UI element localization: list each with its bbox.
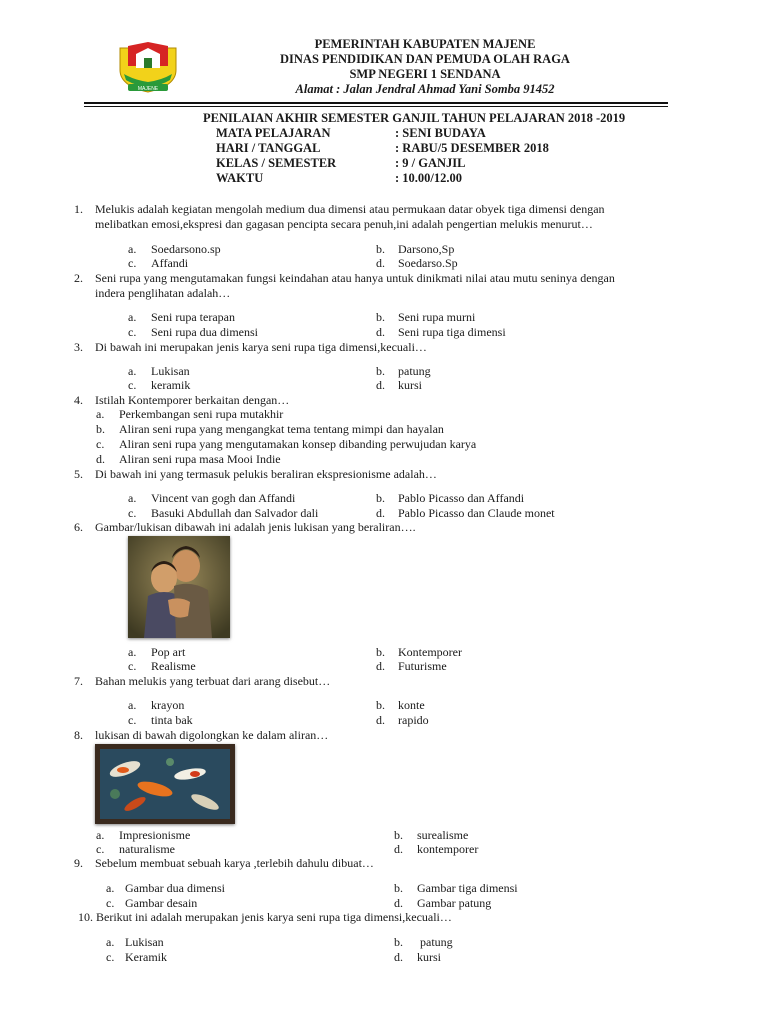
option-text: Darsono,Sp xyxy=(398,242,455,256)
option-letter: a. xyxy=(106,881,115,895)
option-letter: d. xyxy=(394,896,403,910)
option-letter: a. xyxy=(106,935,115,949)
exam-info-value: : SENI BUDAYA xyxy=(395,126,486,140)
question-text: Melukis adalah kegiatan mengolah medium dua dimensi atau permukaan datar obyek tiga dimensi dengan xyxy=(95,202,605,216)
option-letter: a. xyxy=(128,242,137,256)
option-text: Soedarsono.sp xyxy=(151,242,221,256)
option-letter: b. xyxy=(394,935,403,949)
option-text: Vincent van gogh dan Affandi xyxy=(151,491,296,505)
option-text: Seni rupa dua dimensi xyxy=(151,325,258,339)
option-text: kontemporer xyxy=(417,842,479,856)
header-line-3: SMP NEGERI 1 SENDANA xyxy=(349,67,501,81)
svg-text:MAJENE: MAJENE xyxy=(137,86,159,92)
option-letter: d. xyxy=(394,950,403,964)
option-text: Soedarso.Sp xyxy=(398,256,458,270)
option-letter: b. xyxy=(376,491,385,505)
exam-title: PENILAIAN AKHIR SEMESTER GANJIL TAHUN PELAJARAN 2018 -2019 xyxy=(203,111,626,125)
option-text: Impresionisme xyxy=(119,828,191,842)
exam-info-label: KELAS / SEMESTER xyxy=(216,156,337,170)
option-text: Aliran seni rupa yang mengutamakan konsep dibanding perwujudan karya xyxy=(119,437,477,451)
option-text: Pop art xyxy=(151,645,186,659)
option-letter: b. xyxy=(96,422,105,436)
option-text: Futurisme xyxy=(398,659,447,673)
option-letter: a. xyxy=(128,310,137,324)
option-letter: a. xyxy=(128,364,137,378)
exam-info-value: : 9 / GANJIL xyxy=(395,156,466,170)
question-number: 3. xyxy=(74,340,83,354)
option-letter: b. xyxy=(376,242,385,256)
option-text: keramik xyxy=(151,378,191,392)
question-text: Gambar/lukisan dibawah ini adalah jenis lukisan yang beraliran…. xyxy=(95,520,416,534)
exam-info-value: : 10.00/12.00 xyxy=(395,171,463,185)
option-text: Realisme xyxy=(151,659,196,673)
painting-koi-fish-image xyxy=(95,744,235,824)
option-text: kursi xyxy=(398,378,422,392)
question-number: 5. xyxy=(74,467,83,481)
option-letter: a. xyxy=(128,645,137,659)
option-letter: b. xyxy=(376,698,385,712)
header-line-2: DINAS PENDIDIKAN DAN PEMUDA OLAH RAGA xyxy=(280,52,570,66)
option-letter: a. xyxy=(128,491,137,505)
option-text: Gambar dua dimensi xyxy=(125,881,225,895)
option-letter: a. xyxy=(96,407,105,421)
option-text: naturalisme xyxy=(119,842,175,856)
option-letter: d. xyxy=(376,256,385,270)
header-address: Alamat : Jalan Jendral Ahmad Yani Somba 91452 xyxy=(295,82,555,96)
option-letter: c. xyxy=(128,325,137,339)
option-text: Seni rupa murni xyxy=(398,310,476,324)
option-letter: b. xyxy=(394,881,403,895)
option-text: tinta bak xyxy=(151,713,193,727)
header-divider-thin xyxy=(84,106,668,107)
question-text: Sebelum membuat sebuah karya ,terlebih dahulu dibuat… xyxy=(95,856,374,870)
question-number: 1. xyxy=(74,202,83,216)
question-text: Seni rupa yang mengutamakan fungsi keindahan atau hanya untuk dinikmati nilai atau mutu seninya dengan xyxy=(95,271,615,285)
question-number: 6. xyxy=(74,520,83,534)
question-text: lukisan di bawah digolongkan ke dalam aliran… xyxy=(95,728,329,742)
option-letter: d. xyxy=(376,506,385,520)
exam-info-label: HARI / TANGGAL xyxy=(216,141,321,155)
question-text: Di bawah ini merupakan jenis karya seni rupa tiga dimensi,kecuali… xyxy=(95,340,427,354)
option-letter: c. xyxy=(96,437,105,451)
exam-info-value: : RABU/5 DESEMBER 2018 xyxy=(395,141,549,155)
question-text: Berikut ini adalah merupakan jenis karya seni rupa tiga dimensi,kecuali… xyxy=(96,910,452,924)
option-text: Seni rupa terapan xyxy=(151,310,235,324)
question-number: 10. xyxy=(78,910,93,924)
option-letter: b. xyxy=(376,364,385,378)
question-text: Istilah Kontemporer berkaitan dengan… xyxy=(95,393,290,407)
header-divider xyxy=(84,102,668,104)
option-text: Pablo Picasso dan Claude monet xyxy=(398,506,555,520)
option-letter: c. xyxy=(128,378,137,392)
option-letter: b. xyxy=(376,310,385,324)
question-number: 7. xyxy=(74,674,83,688)
question-text: Di bawah ini yang termasuk pelukis beraliran ekspresionisme adalah… xyxy=(95,467,437,481)
option-text: kursi xyxy=(417,950,441,964)
question-number: 4. xyxy=(74,393,83,407)
option-letter: a. xyxy=(96,828,105,842)
question-text: Bahan melukis yang terbuat dari arang disebut… xyxy=(95,674,331,688)
option-text: Gambar tiga dimensi xyxy=(417,881,518,895)
option-text: Kontemporer xyxy=(398,645,462,659)
option-text: Aliran seni rupa yang mengangkat tema tentang mimpi dan hayalan xyxy=(119,422,444,436)
option-letter: c. xyxy=(106,950,115,964)
option-text: krayon xyxy=(151,698,185,712)
option-letter: d. xyxy=(96,452,105,466)
option-text: patung xyxy=(398,364,431,378)
option-text: Seni rupa tiga dimensi xyxy=(398,325,506,339)
option-letter: d. xyxy=(376,325,385,339)
option-text: Affandi xyxy=(151,256,189,270)
option-text: Perkembangan seni rupa mutakhir xyxy=(119,407,284,421)
option-letter: c. xyxy=(106,896,115,910)
exam-info-label: MATA PELAJARAN xyxy=(216,126,331,140)
option-letter: d. xyxy=(376,713,385,727)
header-line-1: PEMERINTAH KABUPATEN MAJENE xyxy=(314,37,536,51)
question-number: 9. xyxy=(74,856,83,870)
option-letter: b. xyxy=(394,828,403,842)
school-logo xyxy=(114,40,182,96)
option-text: Pablo Picasso dan Affandi xyxy=(398,491,525,505)
option-letter: c. xyxy=(96,842,105,856)
question-number: 8. xyxy=(74,728,83,742)
painting-children-image xyxy=(128,536,230,638)
option-letter: c. xyxy=(128,713,137,727)
option-letter: d. xyxy=(394,842,403,856)
option-text: rapido xyxy=(398,713,429,727)
option-text: Keramik xyxy=(125,950,167,964)
option-letter: a. xyxy=(128,698,137,712)
option-text: patung xyxy=(420,935,453,949)
option-text: Gambar patung xyxy=(417,896,492,910)
option-letter: b. xyxy=(376,645,385,659)
option-letter: c. xyxy=(128,659,137,673)
option-letter: c. xyxy=(128,506,137,520)
option-letter: d. xyxy=(376,378,385,392)
question-text: melibatkan emosi,ekspresi dan gagasan pencipta secara penuh,ini adalah pengertian melukis menurut… xyxy=(95,217,593,231)
option-text: Basuki Abdullah dan Salvador dali xyxy=(151,506,319,520)
option-letter: d. xyxy=(376,659,385,673)
question-number: 2. xyxy=(74,271,83,285)
exam-info-label: WAKTU xyxy=(216,171,264,185)
option-text: Aliran seni rupa masa Mooi Indie xyxy=(119,452,281,466)
option-letter: c. xyxy=(128,256,137,270)
option-text: konte xyxy=(398,698,425,712)
question-text: indera penglihatan adalah… xyxy=(95,286,231,300)
option-text: Lukisan xyxy=(125,935,164,949)
option-text: Gambar desain xyxy=(125,896,198,910)
option-text: Lukisan xyxy=(151,364,190,378)
option-text: surealisme xyxy=(417,828,469,842)
